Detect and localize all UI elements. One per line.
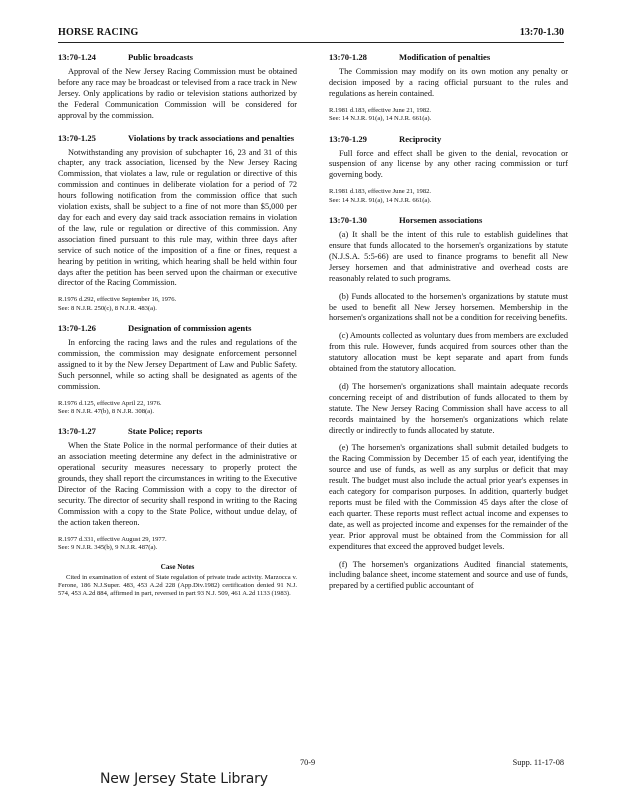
source-note-1-25: R.1976 d.292, effective September 16, 1976. See: 8 N.J.R. 250(c), 8 N.J.R. 483(a).	[58, 296, 177, 312]
section-heading-1-28: 13:70-1.28 Modification of penalties	[329, 52, 491, 62]
source-note-1-28: R.1981 d.183, effective June 21, 1982. See: 14 N.J.R. 91(a), 14 N.J.R. 661(a).	[329, 106, 432, 123]
case-notes-heading: Case Notes	[160, 562, 195, 571]
section-heading-1-29: 13:70-1.29 Reciprocity	[329, 133, 442, 144]
paragraph-c: (c) Amounts collected as voluntary dues from members are excluded from this rule. However, funds acquired from sources other than the statutory allocation must be kept separate and apart from funds obtained from the statutory allocation.	[329, 331, 568, 374]
header-section-number: 13:70-1.30	[519, 27, 564, 38]
section-text-1-28: The Commission may modify on its own motion any penalty or decision imposed by a racing official pursuant to the rules and regulations as herein contained.	[329, 67, 568, 98]
paragraph-f: (f) The horsemen's organizations Audited financial statements, including balance sheet, income statement and source and use of funds, prepared by a certified public accountant of	[329, 559, 568, 591]
section-heading-1-27: 13:70-1.27 State Police; reports	[58, 426, 203, 437]
source-note-1-27: R.1977 d.331, effective August 29, 1977. See: 9 N.J.R. 345(b), 9 N.J.R. 487(a).	[58, 535, 167, 552]
section-text-1-27: When the State Police in the normal performance of their duties at an association meeting determine any defect in the administrative or operational security measures necessary to properly protect the grounds, they shall report the circumstances in writing to the Executive Director of the Racing Commission with a copy to the director of security. The director of security shall respond in writing to the Racing Commission with a copy to the State Police, without undue delay, of the action taken thereon.	[58, 441, 297, 527]
section-heading-1-25: 13:70-1.25 Violations by track associations and penalties	[58, 132, 295, 143]
header-rule	[58, 42, 564, 43]
source-note-1-29: R.1981 d.183, effective June 21, 1982. See: 14 N.J.R. 91(a), 14 N.J.R. 661(a).	[329, 188, 432, 204]
section-heading-1-30: 13:70-1.30 Horsemen associations	[329, 215, 483, 226]
header-title: HORSE RACING	[58, 27, 139, 38]
section-text-1-29: Full force and effect shall be given to the denial, revocation or suspension of any license by any other racing commission or turf governing body.	[329, 148, 568, 180]
section-heading-1-24: 13:70-1.24 Public broadcasts	[58, 52, 194, 62]
case-notes-text: Cited in examination of extent of State regulation of private trade activity. Marzocca v. Ferone, 186 N.J.Super. 483, 453 A.2d 228 (App.Div.1982) certification denied 91 N.J. 574, 453 A.2d 884, affirmed in part, reversed in part 93 N.J. 509, 461 A.2d 1133 (1983).	[58, 573, 297, 597]
paragraph-a: (a) It shall be the intent of this rule to establish guidelines that ensure that funds allocated to the horsemen's organizations by statute (N.J.S.A. 5:5-66) are used to finance programs to benefit all New Jersey horsemen and that administrative and overhead costs are reasonably related to such programs.	[329, 230, 568, 283]
supplement-date: Supp. 11-17-08	[512, 758, 564, 767]
section-text-1-24: Approval of the New Jersey Racing Commission must be obtained before any race may be broadcast or televised from a race track in New Jersey. Only applications by radio or television stations authorized by the Federal Communication Commission will be considered for approval by the commission.	[58, 67, 297, 120]
library-watermark: New Jersey State Library	[100, 771, 268, 787]
section-text-1-25: Notwithstanding any provision of subchapter 16, 23 and 31 of this chapter, any track association, licensed by the New Jersey Racing Commission, that violates a law, rule or regulation or directive of this commission and continues in deliberate violation for a period of 72 hours following notification from the commission office that such violation exists, shall be subject to a fine of not more than $5,000 per day for each and every day said track association remains in violation of the law, rule or regulation or directive of this commission. Any association fined pursuant to this rule may, within three days after service of such notice of the imposition of a fine or fines, request a hearing by petition in writing, which hearing shall be held within four days after the petition has been served upon the chairman or executive director of the Racing Commission.	[58, 147, 297, 288]
running-header	[58, 27, 564, 41]
right-column	[329, 52, 568, 599]
paragraph-e: (e) The horsemen's organizations shall submit detailed budgets to the Racing Commission by December 15 of each year, identifying the source and use of funds, as well as any surplus or deficit that may result. The budget must also include the actual prior year's expenses in each category for comparison purposes. In addition, quarterly budget reports must be filed with the Commission 45 days after the close of each quarter. These reports must reflect actual income and expenses to date, as well as projected income and expenses for the remainder of the year. Prior approval must be obtained from the Commission for all expenditures that exceed the approved budget levels.	[329, 443, 568, 551]
paragraph-d: (d) The horsemen's organizations shall maintain adequate records concerning receipt of and distribution of funds allocated to them by statute. The New Jersey Racing Commission shall have access to all records maintained by the horsemen's organizations which relate directly or indirectly to funds allocated by statute.	[329, 381, 568, 435]
page-number: 70-9	[300, 758, 316, 767]
section-heading-1-26: 13:70-1.26 Designation of commission agents	[58, 323, 252, 334]
source-note-1-26: R.1976 d.125, effective April 22, 1976. See: 8 N.J.R. 47(b), 8 N.J.R. 308(a).	[58, 399, 162, 416]
left-column	[58, 52, 297, 598]
section-text-1-26: In enforcing the racing laws and the rules and regulations of the commission, the commission may designate enforcement personnel assigned to it by the New Jersey Department of Law and Public Safety. Such personnel, while so acting shall be designated as agents of the commission.	[58, 338, 297, 391]
paragraph-b: (b) Funds allocated to the horsemen's organizations by statute must be used to benefit all New Jersey horsemen. Membership in the horsemen's organizations shall not be a condition for receiving benefits.	[329, 291, 568, 323]
